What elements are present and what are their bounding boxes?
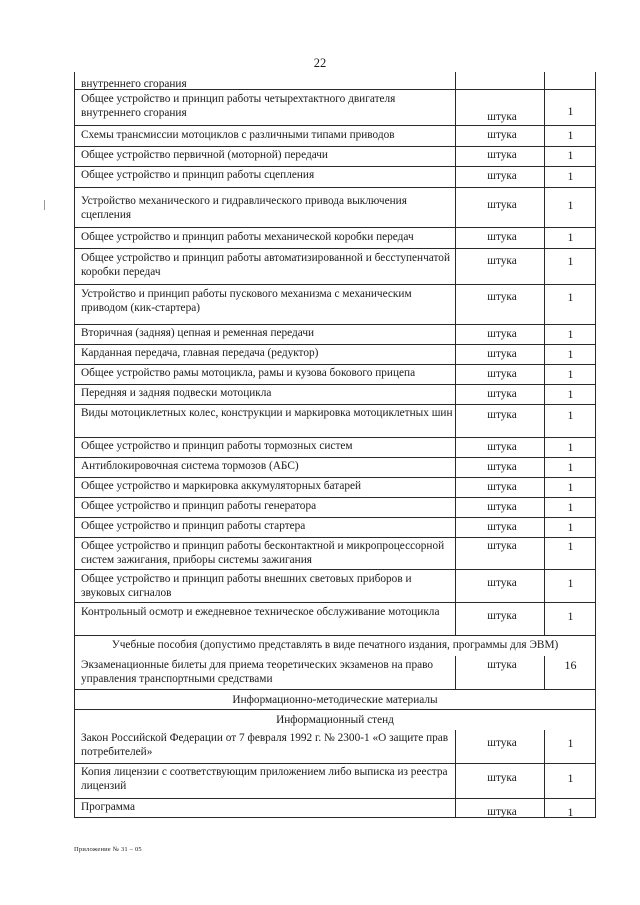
footer-note: Приложение № 31 – 05	[74, 846, 142, 853]
item-unit: штука	[487, 291, 517, 303]
table-row	[75, 324, 595, 345]
item-unit: штука	[487, 129, 517, 141]
item-unit: штука	[487, 409, 517, 421]
item-unit: штука	[487, 772, 517, 784]
item-name: Закон Российской Федерации от 7 февраля 1992 г. № 2300-1 «О защите прав потребителей»	[81, 732, 449, 758]
table-row	[75, 125, 595, 147]
item-unit: штука	[487, 149, 517, 161]
table-row	[75, 437, 595, 458]
item-unit: штука	[487, 461, 517, 473]
table-row	[75, 72, 595, 89]
table-row	[75, 457, 595, 478]
section-heading: Информационно-методические материалы	[232, 694, 438, 706]
table-row	[75, 146, 595, 167]
item-quantity: 1	[567, 609, 574, 623]
item-quantity: 1	[567, 736, 574, 750]
item-name: Вторичная (задняя) цепная и ременная передачи	[81, 327, 315, 339]
item-unit: штука	[487, 659, 517, 671]
item-quantity: 1	[567, 480, 574, 494]
scan-mark	[44, 200, 45, 210]
table-row	[75, 166, 595, 188]
item-quantity: 1	[567, 805, 574, 819]
table-row	[75, 284, 595, 325]
item-name: Общее устройство и принцип работы четырехтактного двигателя внутреннего сгорания	[81, 93, 396, 119]
table-row	[75, 655, 595, 690]
item-quantity: 1	[567, 128, 574, 142]
item-name: Общее устройство и принцип работы стартера	[81, 520, 306, 532]
item-quantity: 1	[567, 347, 574, 361]
item-name: Экзаменационные билеты для приема теоретических экзаменов на право управления транспортными средствами	[81, 659, 434, 685]
table-row	[75, 729, 595, 764]
table-row	[75, 248, 595, 285]
table-row	[75, 187, 595, 228]
table-row	[75, 569, 595, 603]
item-name: внутреннего сгорания	[81, 78, 187, 90]
item-unit: штука	[487, 231, 517, 243]
item-unit: штука	[487, 806, 517, 818]
item-quantity: 1	[567, 576, 574, 590]
table-row	[75, 517, 595, 538]
equipment-table	[74, 72, 596, 818]
item-unit: штука	[487, 501, 517, 513]
item-unit: штука	[487, 610, 517, 622]
item-name: Устройство механического и гидравлического привода выключения сцепления	[81, 195, 407, 221]
item-unit: штука	[487, 388, 517, 400]
item-unit: штука	[487, 199, 517, 211]
item-unit: штука	[487, 737, 517, 749]
item-name: Общее устройство и принцип работы бесконтактной и микропроцессорной систем зажигания, приборы системы зажигания	[81, 540, 445, 566]
item-name: Передняя и задняя подвески мотоцикла	[81, 387, 272, 399]
table-row	[75, 227, 595, 249]
item-name: Общее устройство и принцип работы механической коробки передач	[81, 231, 414, 243]
item-name: Карданная передача, главная передача (редуктор)	[81, 347, 319, 359]
item-name: Устройство и принцип работы пускового механизма с механическим приводом (кик-стартера)	[81, 288, 412, 314]
item-quantity: 1	[567, 539, 574, 553]
item-quantity: 1	[567, 387, 574, 401]
table-row	[75, 537, 595, 570]
page-number: 22	[313, 56, 327, 70]
item-unit: штука	[487, 328, 517, 340]
item-unit: штука	[487, 481, 517, 493]
section-heading: Учебные пособия (допустимо представлять в виде печатного издания, программы для ЭВМ)	[111, 639, 559, 651]
item-quantity: 1	[567, 290, 574, 304]
item-name: Виды мотоциклетных колес, конструкции и маркировка мотоциклетных шин	[81, 407, 453, 419]
item-quantity: 1	[567, 520, 574, 534]
item-name: Программа	[81, 801, 135, 813]
item-quantity: 16	[564, 658, 577, 672]
table-row	[75, 763, 595, 799]
table-row	[75, 344, 595, 365]
item-name: Общее устройство и принцип работы тормозных систем	[81, 440, 353, 452]
item-name: Антиблокировочная система тормозов (АБС)	[81, 460, 299, 472]
table-row	[75, 497, 595, 518]
item-unit: штука	[487, 540, 517, 552]
table-row	[75, 602, 595, 636]
item-name: Общее устройство и маркировка аккумуляторных батарей	[81, 480, 362, 492]
item-name: Общее устройство первичной (моторной) передачи	[81, 149, 328, 161]
table-row	[75, 364, 595, 385]
item-quantity: 1	[567, 169, 574, 183]
item-quantity: 1	[567, 440, 574, 454]
item-unit: штука	[487, 521, 517, 533]
item-quantity: 1	[567, 327, 574, 341]
table-row	[75, 384, 595, 405]
table-row	[75, 404, 595, 438]
item-unit: штука	[487, 111, 517, 123]
item-name: Схемы трансмиссии мотоциклов с различными типами приводов	[81, 129, 395, 141]
item-unit: штука	[487, 577, 517, 589]
section-row	[75, 709, 595, 730]
section-row	[75, 635, 595, 656]
item-name: Контрольный осмотр и ежедневное техническое обслуживание мотоцикла	[81, 606, 440, 618]
item-quantity: 1	[567, 408, 574, 422]
item-name: Общее устройство и принцип работы сцепления	[81, 169, 315, 181]
item-unit: штука	[487, 170, 517, 182]
section-row	[75, 689, 595, 710]
item-quantity: 1	[567, 148, 574, 162]
item-quantity: 1	[567, 771, 574, 785]
item-name: Общее устройство рамы мотоцикла, рамы и кузова бокового прицепа	[81, 367, 416, 379]
table-row	[75, 798, 595, 818]
item-quantity: 1	[567, 254, 574, 268]
item-unit: штука	[487, 368, 517, 380]
item-quantity: 1	[567, 230, 574, 244]
item-unit: штука	[487, 348, 517, 360]
item-name: Общее устройство и принцип работы автоматизированной и бесступенчатой коробки передач	[81, 252, 450, 278]
item-quantity: 1	[567, 104, 574, 118]
table-row	[75, 89, 595, 126]
table-row	[75, 477, 595, 498]
section-heading: Информационный стенд	[276, 714, 394, 726]
item-name: Общее устройство и принцип работы внешних световых приборов и звуковых сигналов	[81, 573, 412, 599]
item-name: Общее устройство и принцип работы генератора	[81, 500, 317, 512]
item-quantity: 1	[567, 500, 574, 514]
item-name: Копия лицензии с соответствующим приложением либо выписка из реестра лицензий	[81, 766, 448, 792]
item-unit: штука	[487, 255, 517, 267]
item-quantity: 1	[567, 367, 574, 381]
item-quantity: 1	[567, 460, 574, 474]
item-quantity: 1	[567, 198, 574, 212]
item-unit: штука	[487, 441, 517, 453]
